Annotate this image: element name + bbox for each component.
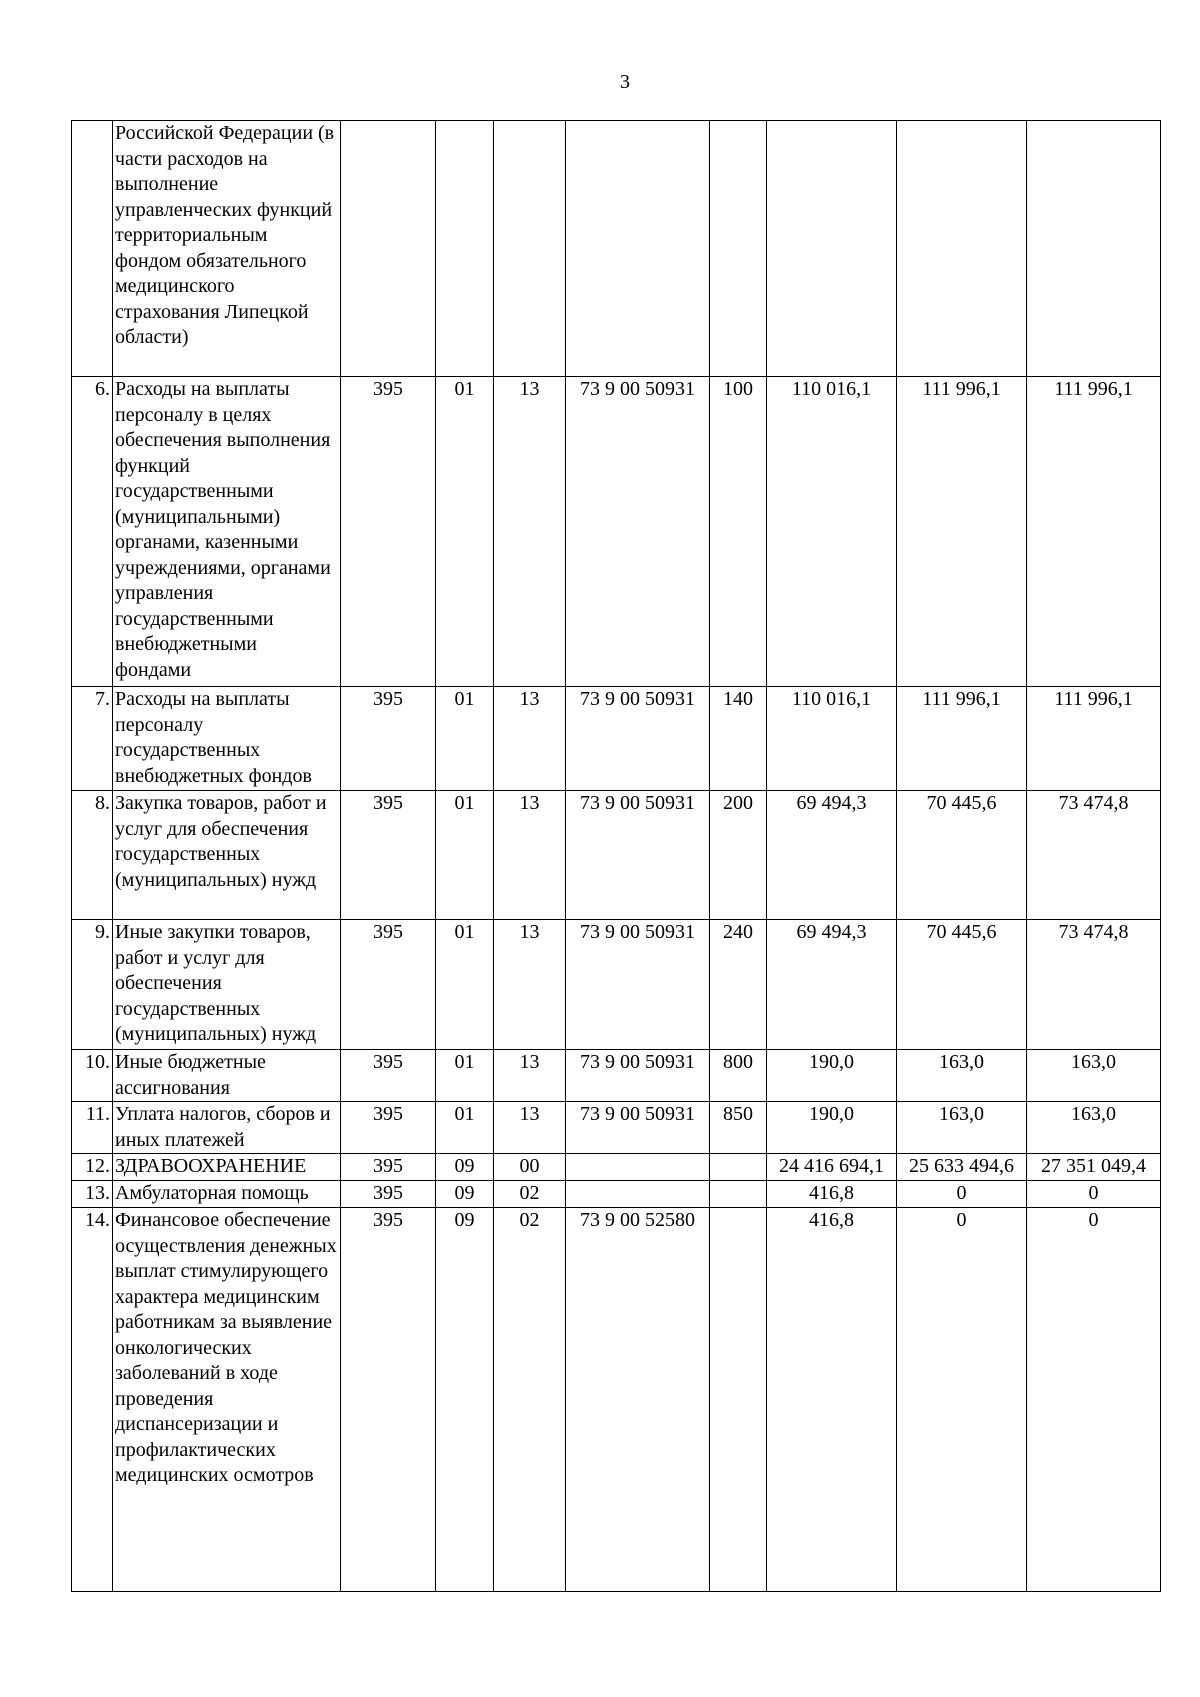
row-csr: 73 9 00 50931 — [566, 920, 710, 1050]
row-year3 — [1027, 121, 1161, 377]
row-rz — [436, 121, 494, 377]
row-number: 8. — [72, 791, 113, 920]
row-vr: 240 — [710, 920, 767, 1050]
row-name: Расходы на выплаты персоналу государственных внебюджетных фондов — [113, 687, 341, 791]
row-number: 11. — [72, 1102, 113, 1154]
row-year1 — [767, 121, 897, 377]
row-year2: 111 996,1 — [897, 377, 1027, 687]
budget-table — [71, 120, 1161, 1592]
row-name: ЗДРАВООХРАНЕНИЕ — [113, 1154, 341, 1181]
row-rz: 01 — [436, 791, 494, 920]
row-year1: 416,8 — [767, 1181, 897, 1208]
row-year3: 0 — [1027, 1181, 1161, 1208]
row-number: 9. — [72, 920, 113, 1050]
row-csr: 73 9 00 50931 — [566, 1050, 710, 1102]
row-ved: 395 — [341, 687, 436, 791]
row-ved: 395 — [341, 920, 436, 1050]
row-number: 10. — [72, 1050, 113, 1102]
row-name: Амбулаторная помощь — [113, 1181, 341, 1208]
row-name: Расходы на выплаты персоналу в целях обеспечения выполнения функций государственными (муниципальными) органами, казенными учреждениями, органами управления государственными внебюджетными фондами — [113, 377, 341, 687]
row-year1: 24 416 694,1 — [767, 1154, 897, 1181]
row-pr: 13 — [494, 1050, 566, 1102]
table-row — [72, 121, 1161, 377]
row-ved: 395 — [341, 1154, 436, 1181]
row-number: 6. — [72, 377, 113, 687]
table-row — [72, 377, 1161, 687]
row-year3: 0 — [1027, 1208, 1161, 1592]
table-row — [72, 791, 1161, 920]
table-row — [72, 687, 1161, 791]
row-year1: 190,0 — [767, 1102, 897, 1154]
row-ved: 395 — [341, 1050, 436, 1102]
row-vr: 800 — [710, 1050, 767, 1102]
row-year2: 70 445,6 — [897, 920, 1027, 1050]
table-body — [72, 121, 1161, 1592]
row-pr: 00 — [494, 1154, 566, 1181]
row-rz: 09 — [436, 1154, 494, 1181]
row-year1: 110 016,1 — [767, 687, 897, 791]
row-vr — [710, 121, 767, 377]
row-year2: 163,0 — [897, 1050, 1027, 1102]
row-rz: 09 — [436, 1208, 494, 1592]
table-row — [72, 1154, 1161, 1181]
row-pr: 13 — [494, 791, 566, 920]
row-rz: 01 — [436, 1050, 494, 1102]
row-name: Закупка товаров, работ и услуг для обеспечения государственных (муниципальных) нужд — [113, 791, 341, 920]
row-name: Финансовое обеспечение осуществления денежных выплат стимулирующего характера медицинским работникам за выявление онкологических заболеваний в ходе проведения диспансеризации и профилактических медицинских осмотров — [113, 1208, 341, 1592]
row-year3: 111 996,1 — [1027, 377, 1161, 687]
row-pr: 02 — [494, 1208, 566, 1592]
row-name: Уплата налогов, сборов и иных платежей — [113, 1102, 341, 1154]
row-year2: 70 445,6 — [897, 791, 1027, 920]
row-year1: 69 494,3 — [767, 791, 897, 920]
row-csr: 73 9 00 50931 — [566, 791, 710, 920]
row-ved: 395 — [341, 791, 436, 920]
row-ved: 395 — [341, 377, 436, 687]
row-vr — [710, 1154, 767, 1181]
row-pr: 13 — [494, 1102, 566, 1154]
row-vr: 850 — [710, 1102, 767, 1154]
row-csr: 73 9 00 50931 — [566, 1102, 710, 1154]
row-number: 14. — [72, 1208, 113, 1592]
row-year1: 416,8 — [767, 1208, 897, 1592]
row-year1: 190,0 — [767, 1050, 897, 1102]
row-pr: 13 — [494, 377, 566, 687]
row-pr — [494, 121, 566, 377]
row-ved: 395 — [341, 1102, 436, 1154]
table-row — [72, 1102, 1161, 1154]
row-year2: 25 633 494,6 — [897, 1154, 1027, 1181]
row-vr: 100 — [710, 377, 767, 687]
row-vr: 140 — [710, 687, 767, 791]
row-number: 12. — [72, 1154, 113, 1181]
row-name: Иные бюджетные ассигнования — [113, 1050, 341, 1102]
row-rz: 01 — [436, 1102, 494, 1154]
page-number: 3 — [620, 71, 630, 93]
table-row — [72, 920, 1161, 1050]
row-csr: 73 9 00 50931 — [566, 687, 710, 791]
row-year1: 110 016,1 — [767, 377, 897, 687]
row-pr: 02 — [494, 1181, 566, 1208]
row-name: Иные закупки товаров, работ и услуг для обеспечения государственных (муниципальных) нужд — [113, 920, 341, 1050]
row-rz: 01 — [436, 687, 494, 791]
row-year3: 73 474,8 — [1027, 791, 1161, 920]
row-csr — [566, 121, 710, 377]
row-number: 7. — [72, 687, 113, 791]
row-vr — [710, 1181, 767, 1208]
row-csr — [566, 1154, 710, 1181]
row-year2: 163,0 — [897, 1102, 1027, 1154]
row-year1: 69 494,3 — [767, 920, 897, 1050]
row-year2: 0 — [897, 1181, 1027, 1208]
row-vr — [710, 1208, 767, 1592]
row-ved: 395 — [341, 1181, 436, 1208]
row-name: Российской Федерации (в части расходов на выполнение управленческих функций территориальным фондом обязательного медицинского страхования Липецкой области) — [113, 121, 341, 377]
row-csr: 73 9 00 52580 — [566, 1208, 710, 1592]
row-year3: 111 996,1 — [1027, 687, 1161, 791]
row-number: 13. — [72, 1181, 113, 1208]
row-ved: 395 — [341, 1208, 436, 1592]
row-rz: 09 — [436, 1181, 494, 1208]
row-csr — [566, 1181, 710, 1208]
row-vr: 200 — [710, 791, 767, 920]
row-rz: 01 — [436, 920, 494, 1050]
row-year2: 0 — [897, 1208, 1027, 1592]
row-pr: 13 — [494, 920, 566, 1050]
row-ved — [341, 121, 436, 377]
row-year2: 111 996,1 — [897, 687, 1027, 791]
table-row — [72, 1208, 1161, 1592]
table-row — [72, 1181, 1161, 1208]
row-csr: 73 9 00 50931 — [566, 377, 710, 687]
row-pr: 13 — [494, 687, 566, 791]
row-rz: 01 — [436, 377, 494, 687]
row-year2 — [897, 121, 1027, 377]
table-row — [72, 1050, 1161, 1102]
row-year3: 27 351 049,4 — [1027, 1154, 1161, 1181]
row-year3: 73 474,8 — [1027, 920, 1161, 1050]
row-year3: 163,0 — [1027, 1102, 1161, 1154]
row-year3: 163,0 — [1027, 1050, 1161, 1102]
row-number — [72, 121, 113, 377]
